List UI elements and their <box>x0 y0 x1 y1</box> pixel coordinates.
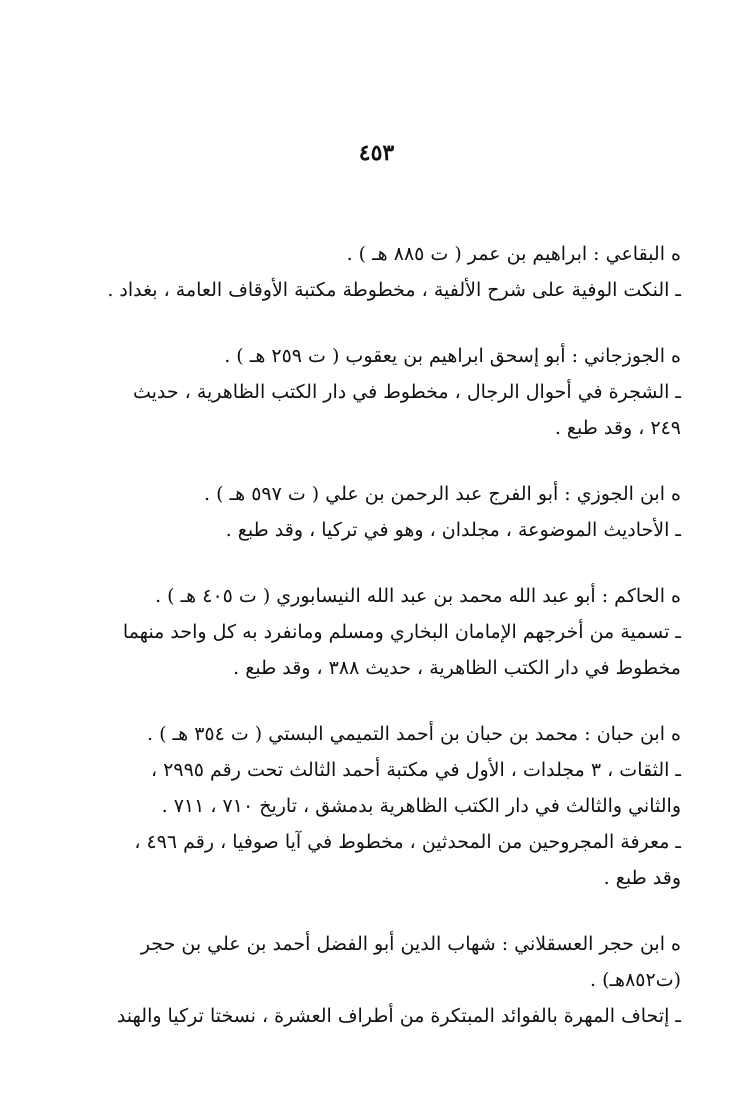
entry-line: والثاني والثالث في دار الكتب الظاهرية بدمشق ، تاريخ ٧١٠ ، ٧١١ . <box>161 795 681 817</box>
entry-line: ـ تسمية من أخرجهم الإمامان البخاري ومسلم ومانفرد به كل واحد منهما <box>122 621 681 643</box>
entry-heading: ه ابن حبان : محمد بن حبان بن أحمد التميمي البستي ( ت ٣٥٤ هـ ) . <box>147 723 681 745</box>
entry-line: ـ النكت الوفية على شرح الألفية ، مخطوطة مكتبة الأوقاف العامة ، بغداد . <box>107 279 681 301</box>
entry-line: وقد طبع . <box>603 867 681 889</box>
bibliography-entry <box>61 578 681 686</box>
entry-line: ٢٤٩ ، وقد طبع . <box>554 417 681 439</box>
entry-line: ـ الشجرة في أحوال الرجال ، مخطوط في دار الكتب الظاهرية ، حديث <box>132 381 681 403</box>
entry-line: مخطوط في دار الكتب الظاهرية ، حديث ٣٨٨ ، وقد طبع . <box>233 657 681 679</box>
bibliography-entry <box>61 476 681 548</box>
entry-heading: ه الجوزجاني : أبو إسحق ابراهيم بن يعقوب ( ت ٢٥٩ هـ ) . <box>224 345 681 367</box>
entry-heading: ه ابن الجوزي : أبو الفرج عبد الرحمن بن علي ( ت ٥٩٧ هـ ) . <box>204 483 681 505</box>
entry-heading: ه البقاعي : ابراهيم بن عمر ( ت ٨٨٥ هـ ) . <box>346 243 681 265</box>
bibliography-entry <box>61 338 681 446</box>
entry-heading: ه الحاكم : أبو عبد الله محمد بن عبد الله النيسابوري ( ت ٤٠٥ هـ ) . <box>155 585 681 607</box>
bibliography-entry <box>61 716 681 896</box>
entry-line: ـ إتحاف المهرة بالفوائد المبتكرة من أطراف العشرة ، نسختا تركيا والهند <box>116 1005 681 1027</box>
entry-heading: ه ابن حجر العسقلاني : شهاب الدين أبو الفضل أحمد بن علي بن حجر <box>140 933 681 955</box>
entry-line: ـ الأحاديث الموضوعة ، مجلدان ، وهو في تركيا ، وقد طبع . <box>225 519 681 541</box>
bibliography-entry <box>61 236 681 308</box>
page-number: ٤٥٣ <box>358 140 395 166</box>
entry-line: ـ الثقات ، ٣ مجلدات ، الأول في مكتبة أحمد الثالث تحت رقم ٢٩٩٥ ، <box>151 759 681 781</box>
bibliography-entry <box>61 926 681 1034</box>
entry-line: ـ معرفة المجروحين من المحدثين ، مخطوط في آيا صوفيا ، رقم ٤٩٦ ، <box>134 831 681 853</box>
entry-line: (ت٨٥٢هـ) . <box>589 969 681 991</box>
bibliography-list <box>61 236 681 1064</box>
